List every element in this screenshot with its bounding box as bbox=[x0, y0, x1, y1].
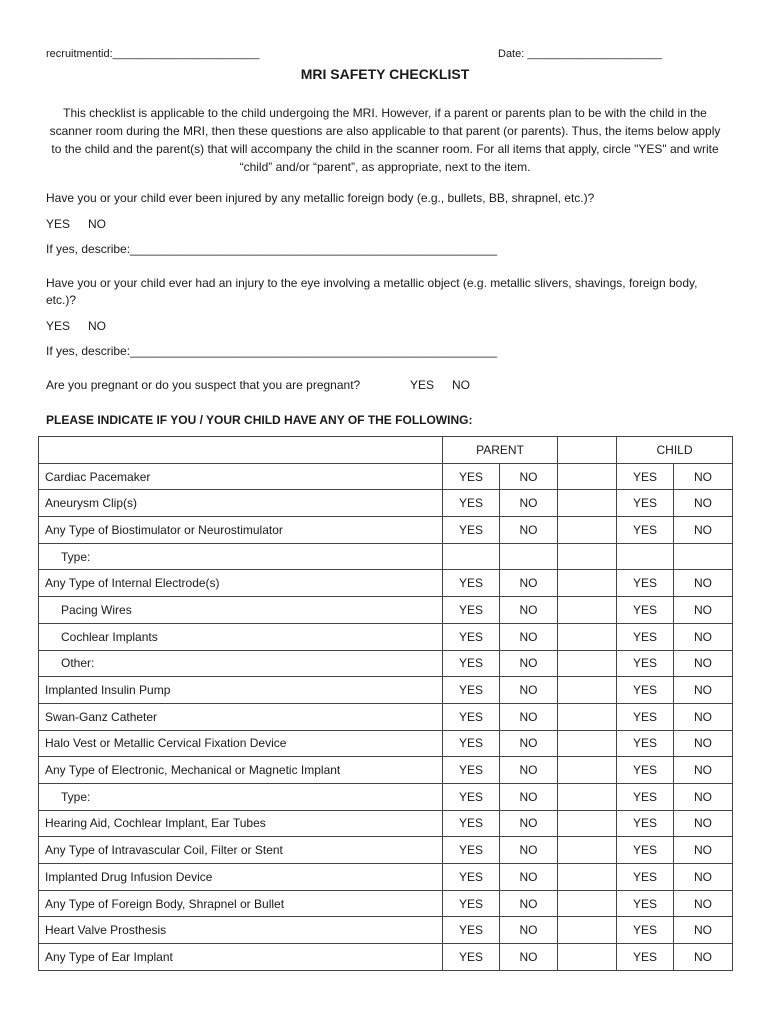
spacer-cell bbox=[558, 703, 617, 730]
child-yes-cell bbox=[617, 543, 674, 570]
parent-no-option[interactable]: NO bbox=[500, 490, 558, 517]
item-label: Cardiac Pacemaker bbox=[39, 463, 443, 490]
child-no-option[interactable]: NO bbox=[674, 757, 733, 784]
parent-yes-option[interactable]: YES bbox=[443, 463, 500, 490]
spacer-cell bbox=[558, 543, 617, 570]
child-header: CHILD bbox=[617, 437, 733, 464]
child-no-option[interactable]: NO bbox=[674, 810, 733, 837]
spacer-cell bbox=[558, 810, 617, 837]
child-yes-option[interactable]: YES bbox=[617, 917, 674, 944]
table-row bbox=[39, 490, 733, 517]
child-no-option[interactable]: NO bbox=[674, 890, 733, 917]
child-no-option[interactable]: NO bbox=[674, 490, 733, 517]
spacer-cell bbox=[558, 944, 617, 971]
question-pregnant bbox=[46, 378, 471, 392]
child-yes-option[interactable]: YES bbox=[617, 623, 674, 650]
child-yes-option[interactable]: YES bbox=[617, 944, 674, 971]
date-field[interactable]: Date: ______________________ bbox=[498, 48, 662, 60]
question-eye-injury: Have you or your child ever had an injury to the eye involving a metallic object (e.g. metallic slivers, shavings, foreign body, etc.)? bbox=[46, 276, 698, 307]
parent-no-option[interactable]: NO bbox=[500, 917, 558, 944]
item-label: Other: bbox=[39, 650, 443, 677]
child-yes-option[interactable]: YES bbox=[617, 783, 674, 810]
parent-yes-option[interactable]: YES bbox=[443, 810, 500, 837]
spacer-cell bbox=[558, 650, 617, 677]
item-label: Any Type of Internal Electrode(s) bbox=[39, 570, 443, 597]
spacer-cell bbox=[558, 463, 617, 490]
spacer-cell bbox=[558, 597, 617, 624]
spacer-cell bbox=[558, 917, 617, 944]
child-yes-option[interactable]: YES bbox=[617, 890, 674, 917]
parent-yes-option[interactable]: YES bbox=[443, 757, 500, 784]
section-heading: PLEASE INDICATE IF YOU / YOUR CHILD HAVE ANY OF THE FOLLOWING: bbox=[46, 413, 473, 427]
parent-no-option[interactable]: NO bbox=[500, 650, 558, 677]
table-row bbox=[39, 463, 733, 490]
table-row bbox=[39, 650, 733, 677]
yes-option[interactable]: YES bbox=[46, 319, 71, 333]
item-label: Cochlear Implants bbox=[39, 623, 443, 650]
item-label: Hearing Aid, Cochlear Implant, Ear Tubes bbox=[39, 810, 443, 837]
parent-no-option[interactable]: NO bbox=[500, 623, 558, 650]
table-row bbox=[39, 597, 733, 624]
no-option[interactable]: NO bbox=[88, 319, 107, 333]
parent-no-option[interactable]: NO bbox=[500, 757, 558, 784]
child-no-option[interactable]: NO bbox=[674, 864, 733, 891]
spacer-cell bbox=[558, 890, 617, 917]
item-label: Any Type of Ear Implant bbox=[39, 944, 443, 971]
child-no-option[interactable]: NO bbox=[674, 677, 733, 704]
table-row bbox=[39, 517, 733, 544]
child-no-option[interactable]: NO bbox=[674, 837, 733, 864]
table-row bbox=[39, 890, 733, 917]
parent-no-option[interactable]: NO bbox=[500, 837, 558, 864]
table-row bbox=[39, 677, 733, 704]
yes-option[interactable]: YES bbox=[410, 378, 435, 392]
table-row bbox=[39, 543, 733, 570]
spacer-cell bbox=[558, 837, 617, 864]
parent-no-option[interactable]: NO bbox=[500, 597, 558, 624]
spacer-cell bbox=[558, 730, 617, 757]
child-no-option[interactable]: NO bbox=[674, 570, 733, 597]
child-yes-option[interactable]: YES bbox=[617, 810, 674, 837]
item-label: Aneurysm Clip(s) bbox=[39, 490, 443, 517]
parent-no-option[interactable]: NO bbox=[500, 810, 558, 837]
child-yes-option[interactable]: YES bbox=[617, 650, 674, 677]
spacer-cell bbox=[558, 570, 617, 597]
item-label: Heart Valve Prosthesis bbox=[39, 917, 443, 944]
child-yes-option[interactable]: YES bbox=[617, 730, 674, 757]
parent-yes-option[interactable]: YES bbox=[443, 597, 500, 624]
item-label: Implanted Insulin Pump bbox=[39, 677, 443, 704]
parent-no-option[interactable]: NO bbox=[500, 730, 558, 757]
child-no-option[interactable]: NO bbox=[674, 783, 733, 810]
parent-no-option[interactable]: NO bbox=[500, 463, 558, 490]
question-metal-injury: Have you or your child ever been injured by any metallic foreign body (e.g., bullets, BB, shrapnel, etc.)? bbox=[46, 191, 595, 205]
table-row bbox=[39, 623, 733, 650]
child-no-cell bbox=[674, 543, 733, 570]
child-no-option[interactable]: NO bbox=[674, 703, 733, 730]
parent-no-option[interactable]: NO bbox=[500, 890, 558, 917]
item-label: Implanted Drug Infusion Device bbox=[39, 864, 443, 891]
parent-yes-option[interactable]: YES bbox=[443, 650, 500, 677]
spacer-cell bbox=[558, 490, 617, 517]
parent-yes-option[interactable]: YES bbox=[443, 864, 500, 891]
item-label: Any Type of Intravascular Coil, Filter or Stent bbox=[39, 837, 443, 864]
spacer-cell bbox=[558, 517, 617, 544]
child-no-option[interactable]: NO bbox=[674, 517, 733, 544]
parent-no-option[interactable]: NO bbox=[500, 570, 558, 597]
spacer-cell bbox=[558, 864, 617, 891]
no-option[interactable]: NO bbox=[88, 217, 107, 231]
table-row bbox=[39, 837, 733, 864]
child-no-option[interactable]: NO bbox=[674, 597, 733, 624]
table-row bbox=[39, 864, 733, 891]
child-yes-option[interactable]: YES bbox=[617, 597, 674, 624]
child-no-option[interactable]: NO bbox=[674, 650, 733, 677]
item-label: Any Type of Biostimulator or Neurostimulator bbox=[39, 517, 443, 544]
intro-paragraph: This checklist is applicable to the child undergoing the MRI. However, if a parent or parents plan to be with the child in the scanner room during the MRI, then these questions are also applicable to that parent (or parents). Thus, the items below apply to the child and the parent(s) that will accompany the child in the scanner room. For all items that apply, circle "YES" and write “child” and/or “parent”, as appropriate, next to the item. bbox=[49, 106, 721, 174]
parent-yes-option[interactable]: YES bbox=[443, 837, 500, 864]
parent-header: PARENT bbox=[443, 437, 558, 464]
spacer-cell bbox=[558, 677, 617, 704]
item-label: Any Type of Electronic, Mechanical or Magnetic Implant bbox=[39, 757, 443, 784]
parent-no-option[interactable]: NO bbox=[500, 677, 558, 704]
item-label: Swan-Ganz Catheter bbox=[39, 703, 443, 730]
implant-table bbox=[38, 436, 733, 971]
child-no-option[interactable]: NO bbox=[674, 623, 733, 650]
child-no-option[interactable]: NO bbox=[674, 917, 733, 944]
child-no-option[interactable]: NO bbox=[674, 463, 733, 490]
parent-no-option[interactable]: NO bbox=[500, 783, 558, 810]
parent-yes-option[interactable]: YES bbox=[443, 783, 500, 810]
item-label: Pacing Wires bbox=[39, 597, 443, 624]
yes-option[interactable]: YES bbox=[46, 217, 71, 231]
parent-yes-option[interactable]: YES bbox=[443, 703, 500, 730]
parent-no-option[interactable]: NO bbox=[500, 703, 558, 730]
parent-yes-option[interactable]: YES bbox=[443, 917, 500, 944]
table-row bbox=[39, 570, 733, 597]
child-yes-option[interactable]: YES bbox=[617, 517, 674, 544]
table-row bbox=[39, 810, 733, 837]
question-pregnant-text: Are you pregnant or do you suspect that you are pregnant? bbox=[46, 378, 361, 392]
parent-yes-option[interactable]: YES bbox=[443, 517, 500, 544]
question-metal-injury-options bbox=[46, 217, 124, 231]
child-yes-option[interactable]: YES bbox=[617, 677, 674, 704]
parent-yes-option[interactable]: YES bbox=[443, 890, 500, 917]
child-yes-option[interactable]: YES bbox=[617, 490, 674, 517]
parent-yes-option[interactable]: YES bbox=[443, 730, 500, 757]
parent-no-option[interactable]: NO bbox=[500, 517, 558, 544]
parent-yes-option[interactable]: YES bbox=[443, 570, 500, 597]
table-row bbox=[39, 730, 733, 757]
child-no-option[interactable]: NO bbox=[674, 730, 733, 757]
parent-yes-cell bbox=[443, 543, 500, 570]
parent-no-option[interactable]: NO bbox=[500, 864, 558, 891]
child-yes-option[interactable]: YES bbox=[617, 570, 674, 597]
spacer-cell bbox=[558, 757, 617, 784]
item-label: Type: bbox=[39, 783, 443, 810]
child-yes-option[interactable]: YES bbox=[617, 864, 674, 891]
table-row bbox=[39, 757, 733, 784]
child-yes-option[interactable]: YES bbox=[617, 463, 674, 490]
table-row bbox=[39, 944, 733, 971]
question-eye-injury-options bbox=[46, 319, 124, 333]
parent-no-option[interactable]: NO bbox=[500, 944, 558, 971]
recruitment-id-field[interactable]: recruitmentid:________________________ bbox=[46, 48, 260, 60]
parent-yes-option[interactable]: YES bbox=[443, 944, 500, 971]
child-yes-option[interactable]: YES bbox=[617, 837, 674, 864]
item-label: Any Type of Foreign Body, Shrapnel or Bullet bbox=[39, 890, 443, 917]
item-label: Halo Vest or Metallic Cervical Fixation Device bbox=[39, 730, 443, 757]
table-row bbox=[39, 917, 733, 944]
spacer-cell bbox=[558, 783, 617, 810]
no-option[interactable]: NO bbox=[452, 378, 471, 392]
child-yes-option[interactable]: YES bbox=[617, 703, 674, 730]
parent-no-cell bbox=[500, 543, 558, 570]
item-label: Type: bbox=[39, 543, 443, 570]
table-row bbox=[39, 703, 733, 730]
table-header-row bbox=[39, 437, 733, 464]
child-no-option[interactable]: NO bbox=[674, 944, 733, 971]
describe-field[interactable]: If yes, describe:_______________________________________________________ bbox=[46, 344, 498, 358]
page-title: MRI SAFETY CHECKLIST bbox=[300, 66, 470, 82]
child-yes-option[interactable]: YES bbox=[617, 757, 674, 784]
spacer-cell bbox=[558, 623, 617, 650]
parent-yes-option[interactable]: YES bbox=[443, 677, 500, 704]
parent-yes-option[interactable]: YES bbox=[443, 623, 500, 650]
table-row bbox=[39, 783, 733, 810]
describe-field[interactable]: If yes, describe:_______________________________________________________ bbox=[46, 242, 498, 256]
parent-yes-option[interactable]: YES bbox=[443, 490, 500, 517]
